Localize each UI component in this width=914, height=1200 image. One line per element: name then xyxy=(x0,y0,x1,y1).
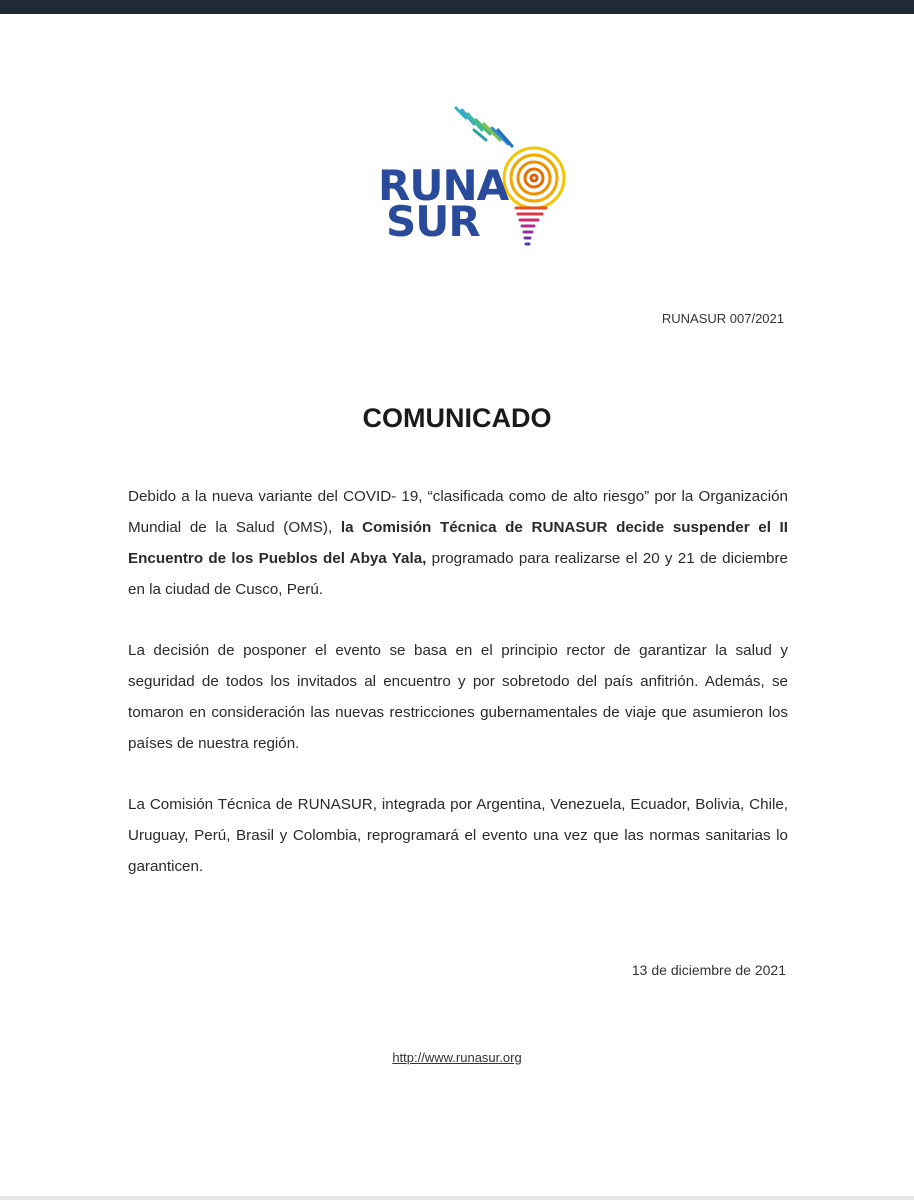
runasur-logo xyxy=(378,100,578,260)
document-reference: RUNASUR 007/2021 xyxy=(661,311,784,326)
top-bar xyxy=(0,0,914,14)
website-link[interactable]: http://www.runasur.org xyxy=(392,1050,522,1065)
document-date: 13 de diciembre de 2021 xyxy=(631,962,786,978)
paragraph-3: La Comisión Técnica de RUNASUR, integrada por Argentina, Venezuela, Ecuador, Bolivia, Chile, Uruguay, Perú, Brasil y Colombia, reprogramará el evento una vez que las normas sanitarias lo garanticen. xyxy=(128,796,788,875)
paragraph-1 xyxy=(128,481,788,605)
logo-line-1: RUNA xyxy=(378,161,509,210)
footer-url xyxy=(0,1050,914,1065)
document-body xyxy=(128,481,788,912)
logo-wordmark xyxy=(378,161,509,246)
page-title: COMUNICADO xyxy=(362,403,552,433)
paragraph-2: La decisión de posponer el evento se basa en el principio rector de garantizar la salud y seguridad de todos los invitados al encuentro y por sobretodo del país anfitrión. Además, se tomaron en consideración las nuevas restricciones gubernamentales de viaje que asumieron los países de nuestra región. xyxy=(128,642,788,752)
logo-line-2: SUR xyxy=(386,197,480,246)
paragraph-1-bold: la Comisión Técnica de RUNASUR decide suspender el II Encuentro de los Pueblos del Abya Yala, xyxy=(128,519,788,567)
bottom-divider xyxy=(0,1196,914,1200)
paragraph-1-start: Debido a la nueva variante del COVID- 19, “clasificada como de alto riesgo” por la Organización Mundial de la Salud (OMS), xyxy=(128,488,788,536)
paragraph-1-end: programado para realizarse el 20 y 21 de diciembre en la ciudad de Cusco, Perú. xyxy=(128,550,788,598)
